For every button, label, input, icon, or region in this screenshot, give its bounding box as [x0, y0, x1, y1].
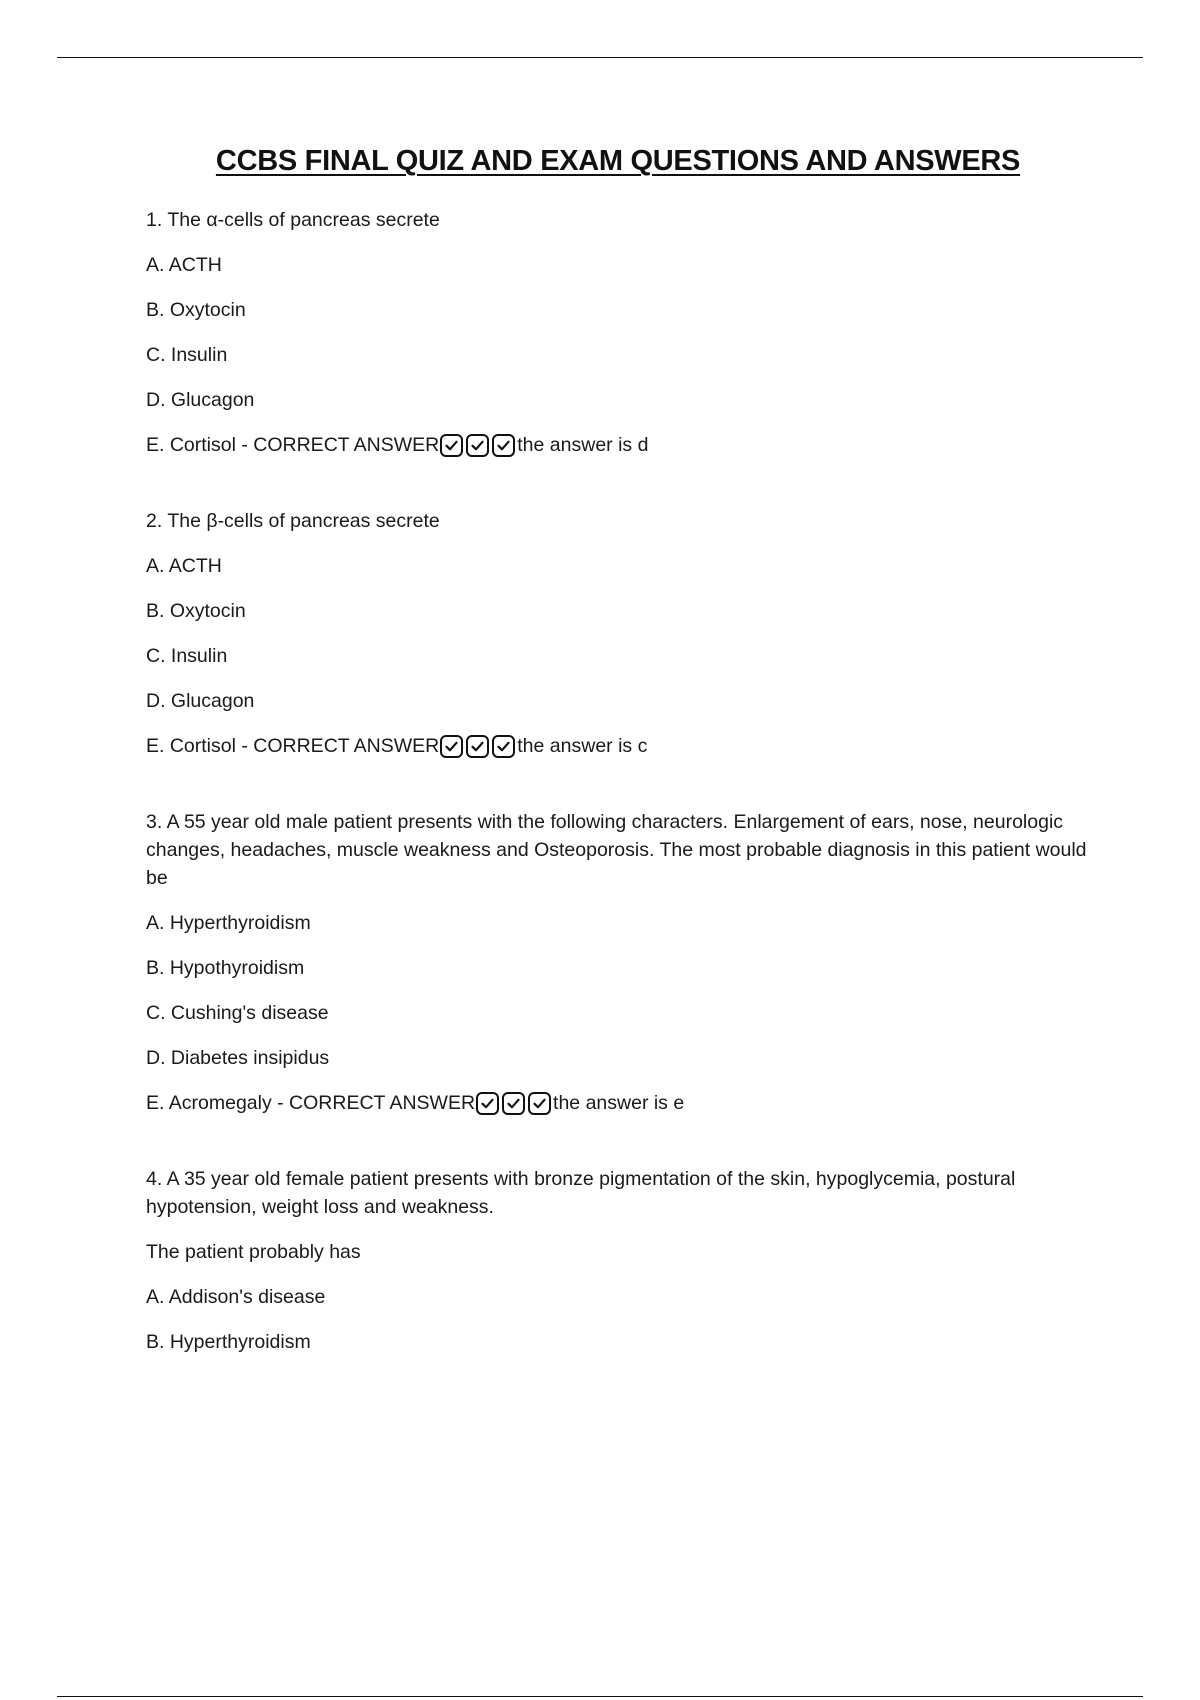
option-e-with-answer: [146, 732, 1096, 760]
option-d: D. Glucagon: [146, 690, 255, 712]
option-c: C. Cushing's disease: [146, 1002, 329, 1024]
option-a: A. ACTH: [146, 254, 222, 276]
question-4: [146, 1165, 1096, 1356]
option-b: B. Oxytocin: [146, 299, 246, 321]
option-e: E. Acromegaly - CORRECT ANSWER: [146, 1092, 476, 1114]
checkbox-checked-icon: [440, 434, 463, 457]
option-c: C. Insulin: [146, 344, 228, 366]
option-b: B. Oxytocin: [146, 600, 246, 622]
option-e: E. Cortisol - CORRECT ANSWER: [146, 735, 440, 757]
answer-text: the answer is d: [517, 434, 649, 456]
question-stem: 4. A 35 year old female patient presents with bronze pigmentation of the skin, hypoglycemia, postural hypotension, weight loss and weakness.: [146, 1168, 1016, 1218]
option-e-with-answer: [146, 1089, 1096, 1117]
checkbox-checked-icon: [502, 1092, 525, 1115]
option-a: A. ACTH: [146, 555, 222, 577]
option-b: B. Hyperthyroidism: [146, 1331, 311, 1353]
document-title: CCBS FINAL QUIZ AND EXAM QUESTIONS AND ANSWERS: [215, 145, 1021, 177]
checkbox-checked-icon: [466, 434, 489, 457]
question-3: [146, 808, 1096, 1117]
option-e-with-answer: [146, 431, 1096, 459]
checkbox-checked-icon: [492, 735, 515, 758]
question-2: [146, 507, 1096, 760]
option-a: A. Hyperthyroidism: [146, 912, 311, 934]
question-1: [146, 206, 1096, 459]
option-a: A. Addison's disease: [146, 1286, 326, 1308]
question-sub-stem: The patient probably has: [146, 1241, 361, 1263]
answer-text: the answer is c: [517, 735, 648, 757]
answer-check-group: [440, 434, 515, 457]
checkbox-checked-icon: [440, 735, 463, 758]
footer-rule: [57, 1696, 1143, 1697]
question-list: [146, 206, 1096, 1373]
header-rule: [57, 57, 1143, 58]
question-stem: 3. A 55 year old male patient presents with the following characters. Enlargement of ears, nose, neurologic changes, headaches, muscle weakness and Osteoporosis. The most probable diagnosis in this patient would be: [146, 811, 1087, 889]
checkbox-checked-icon: [492, 434, 515, 457]
answer-text: the answer is e: [553, 1092, 685, 1114]
answer-check-group: [476, 1092, 551, 1115]
option-d: D. Glucagon: [146, 389, 255, 411]
option-d: D. Diabetes insipidus: [146, 1047, 330, 1069]
answer-check-group: [440, 735, 515, 758]
question-stem: 2. The β-cells of pancreas secrete: [146, 510, 440, 532]
checkbox-checked-icon: [466, 735, 489, 758]
option-c: C. Insulin: [146, 645, 228, 667]
option-b: B. Hypothyroidism: [146, 957, 305, 979]
option-e: E. Cortisol - CORRECT ANSWER: [146, 434, 440, 456]
question-stem: 1. The α-cells of pancreas secrete: [146, 209, 440, 231]
checkbox-checked-icon: [528, 1092, 551, 1115]
checkbox-checked-icon: [476, 1092, 499, 1115]
